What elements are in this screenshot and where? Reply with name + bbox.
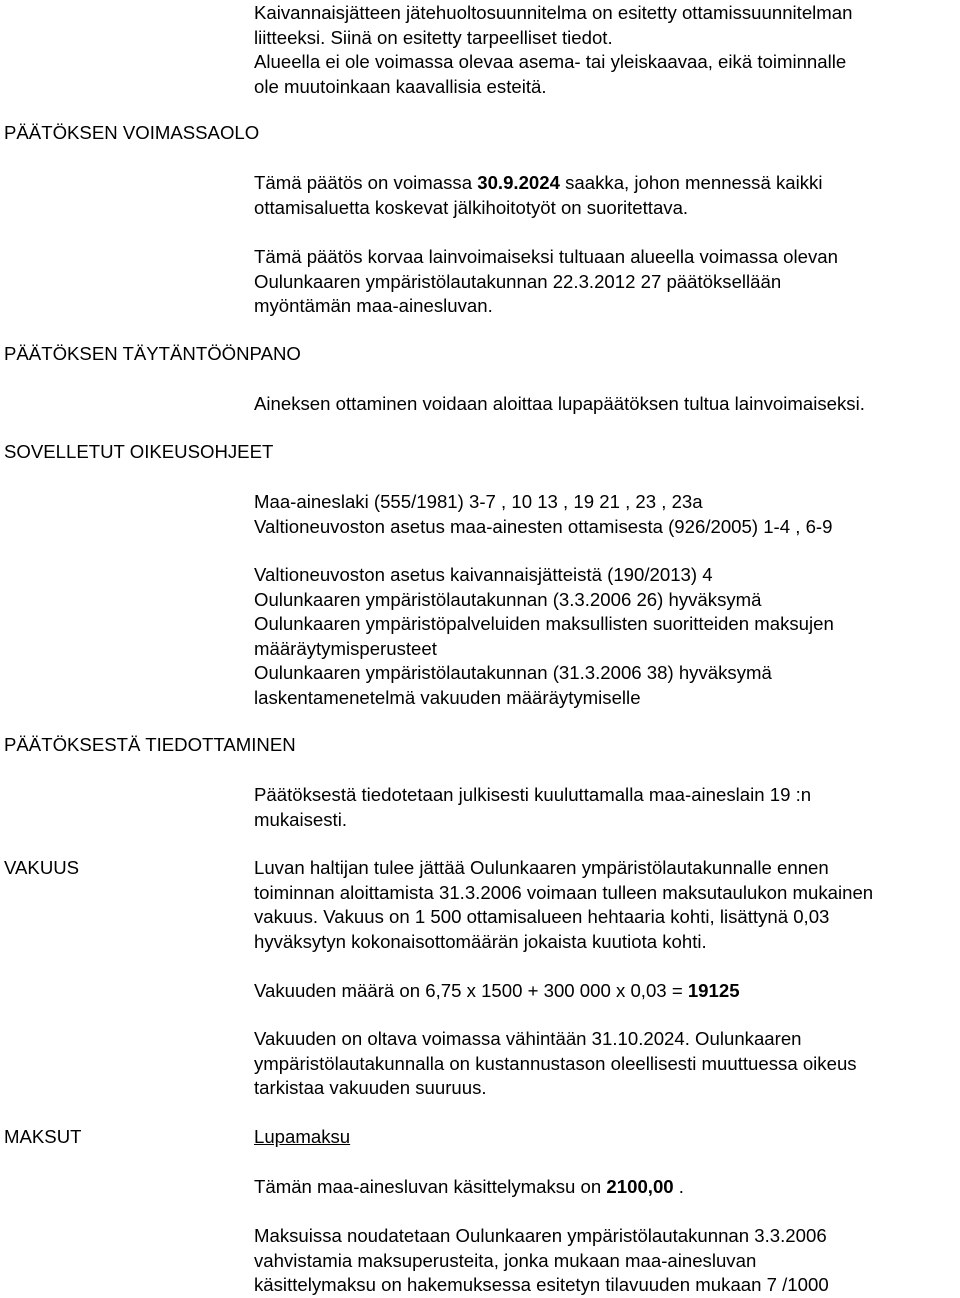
lupamaksu-heading: Lupamaksu: [254, 1126, 351, 1147]
label-oikeusohjeet: SOVELLETUT OIKEUSOHJEET: [4, 441, 274, 462]
oikeusohjeet-list-a: [254, 490, 832, 539]
intro-line: Alueella ei ole voimassa olevaa asema- tai yleiskaavaa, eikä toiminnalle: [254, 51, 847, 72]
intro-line: ole muutoinkaan kaavallisia esteitä.: [254, 75, 547, 97]
voimassaolo-paragraph: [254, 171, 822, 220]
korvaus-line: Oulunkaaren ympäristölautakunnan 22.3.2012 27 päätöksellään: [254, 270, 782, 292]
intro-line: Kaivannaisjätteen jätehuoltosuunnitelma on esitetty ottamissuunnitelman: [254, 2, 853, 23]
taytantoonpano-text: Aineksen ottaminen voidaan aloittaa lupapäätöksen tultua lainvoimaiseksi.: [254, 393, 865, 414]
fee-amount: 2100,00: [606, 1176, 674, 1197]
tiedottaminen-line: mukaisesti.: [254, 808, 347, 830]
tiedottaminen-paragraph: [254, 783, 811, 832]
text: Tämä päätös on voimassa: [254, 172, 478, 193]
vakuus-line: hyväksytyn kokonaisottomäärän jokaista kuutiota kohti.: [254, 930, 707, 952]
korvaus-paragraph: [254, 245, 838, 319]
text: .: [673, 1176, 684, 1197]
maksuperusteet-line: vahvistamia maksuperusteita, jonka mukaan maa-ainesluvan: [254, 1249, 757, 1271]
vakuus-amount: [254, 979, 740, 1004]
intro-line: liitteeksi. Siinä on esitetty tarpeelliset tiedot.: [254, 26, 613, 48]
korvaus-line: myöntämän maa-ainesluvan.: [254, 295, 493, 316]
label-taytantoonpano: PÄÄTÖKSEN TÄYTÄNTÖÖNPANO: [4, 343, 301, 364]
vakuus-total: 19125: [687, 980, 740, 1001]
law-reference: laskentamenetelmä vakuuden määräytymiselle: [254, 686, 641, 708]
end-date: 30.9.2024: [477, 172, 560, 193]
law-reference: määräytymisperusteet: [254, 637, 437, 659]
vakuus-validity-line: tarkistaa vakuuden suuruus.: [254, 1077, 487, 1098]
text: saakka, johon mennessä kaikki: [559, 172, 823, 193]
text: Tämän maa-ainesluvan käsittelymaksu on: [254, 1176, 607, 1197]
voimassaolo-line: [254, 171, 822, 196]
vakuus-paragraph: [254, 856, 873, 954]
label-voimassaolo: PÄÄTÖKSEN VOIMASSAOLO: [4, 122, 260, 143]
vakuus-validity-line: Vakuuden on oltava voimassa vähintään 31.10.2024. Oulunkaaren: [254, 1028, 802, 1049]
law-reference: Oulunkaaren ympäristöpalveluiden maksullisten suoritteiden maksujen: [254, 613, 834, 634]
voimassaolo-line: ottamisaluetta koskevat jälkihoitotyöt on suoritettava.: [254, 196, 689, 218]
maksuperusteet-line: Maksuissa noudatetaan Oulunkaaren ympäristölautakunnan 3.3.2006: [254, 1225, 827, 1246]
vakuus-line: vakuus. Vakuus on 1 500 ottamisalueen hehtaaria kohti, lisättynä 0,03: [254, 906, 830, 927]
vakuus-line: Luvan haltijan tulee jättää Oulunkaaren ympäristölautakunnalle ennen: [254, 857, 829, 878]
vakuus-formula: Vakuuden määrä on 6,75 x 1500 + 300 000 x 0,03 =: [254, 980, 688, 1001]
vakuus-validity-paragraph: [254, 1027, 857, 1101]
vakuus-validity-line: ympäristölautakunnalla on kustannustason oleellisesti muuttuessa oikeus: [254, 1052, 857, 1074]
law-reference: Oulunkaaren ympäristölautakunnan (31.3.2006 38) hyväksymä: [254, 662, 772, 683]
law-reference: Valtioneuvoston asetus maa-ainesten ottamisesta (926/2005) 1-4 , 6-9: [254, 515, 833, 537]
vakuus-line: toiminnan aloittamista 31.3.2006 voimaan tulleen maksutaulukon mukainen: [254, 881, 874, 903]
maksuperusteet-paragraph: [254, 1224, 829, 1298]
oikeusohjeet-list-b: [254, 563, 834, 710]
law-reference: Valtioneuvoston asetus kaivannaisjätteistä (190/2013) 4: [254, 564, 713, 585]
maksuperusteet-line: käsittelymaksu on hakemuksessa esitetyn tilavuuden mukaan 7 /1000: [254, 1274, 829, 1295]
label-maksut: MAKSUT: [4, 1126, 82, 1147]
intro-paragraph: [254, 1, 852, 99]
korvaus-line: Tämä päätös korvaa lainvoimaiseksi tultuaan alueella voimassa olevan: [254, 246, 838, 267]
law-reference: Oulunkaaren ympäristölautakunnan (3.3.2006 26) hyväksymä: [254, 588, 762, 610]
kasittelymaksu: [254, 1175, 684, 1200]
tiedottaminen-line: Päätöksestä tiedotetaan julkisesti kuuluttamalla maa-aineslain 19 :n: [254, 784, 812, 805]
label-vakuus: VAKUUS: [4, 857, 80, 878]
label-tiedottaminen: PÄÄTÖKSESTÄ TIEDOTTAMINEN: [4, 734, 296, 755]
law-reference: Maa-aineslaki (555/1981) 3-7 , 10 13 , 19 21 , 23 , 23a: [254, 491, 703, 512]
